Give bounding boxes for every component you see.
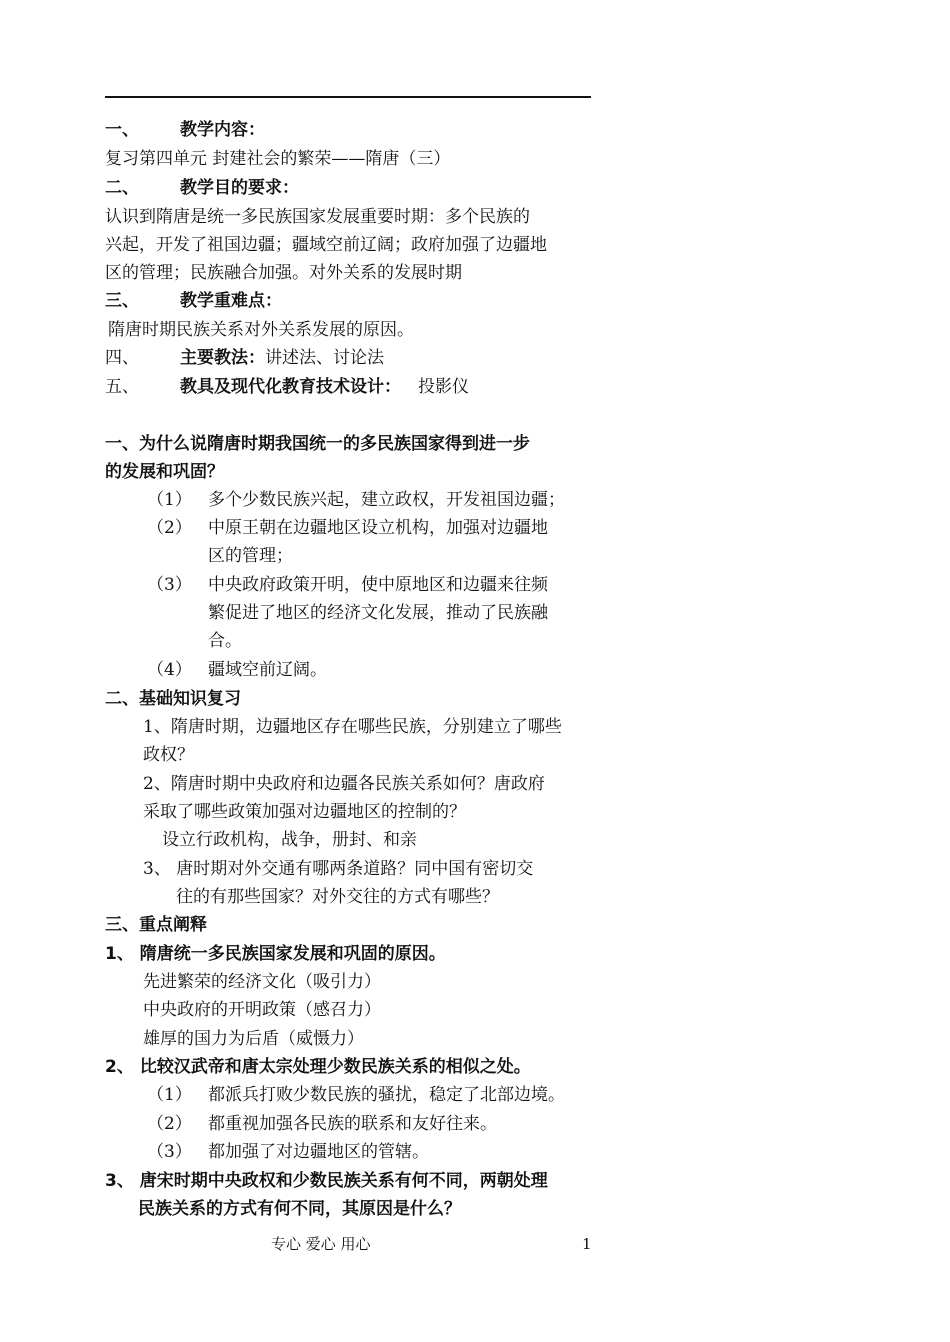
section-4-number: 四、 <box>105 348 139 368</box>
section-3-number: 三、 <box>105 291 139 311</box>
part-2-title: 二、基础知识复习 <box>105 689 241 709</box>
part-1-item-text: 区的管理； <box>208 546 293 566</box>
part-3-point-2-text: 都重视加强各民族的联系和友好往来。 <box>208 1114 497 1134</box>
section-5-label: 教具及现代化教育技术设计： <box>180 377 401 397</box>
section-5-value: 投影仪 <box>418 377 469 397</box>
section-2-text-line: 兴起，开发了祖国边疆；疆域空前辽阔；政府加强了边疆地 <box>105 235 547 255</box>
part-1-item-text: 中央政府政策开明，使中原地区和边疆来往频 <box>208 575 548 595</box>
part-3-point-2-text: 都加强了对边疆地区的管辖。 <box>208 1142 429 1162</box>
section-2-text-line: 认识到隋唐是统一多民族国家发展重要时期：多个民族的 <box>105 207 530 227</box>
part-1-item-number: （3） <box>147 575 192 595</box>
section-1-text: 复习第四单元 封建社会的繁荣——隋唐（三） <box>105 149 451 169</box>
part-1-title-line: 的发展和巩固？ <box>105 462 224 482</box>
section-3-text: 隋唐时期民族关系对外关系发展的原因。 <box>108 320 414 340</box>
part-3-title: 三、重点阐释 <box>105 915 207 935</box>
part-3-point-1-item: 中央政府的开明政策（感召力） <box>143 1000 381 1020</box>
part-3-point-2-number: （3） <box>147 1142 192 1162</box>
part-2-question-line: 采取了哪些政策加强对边疆地区的控制的？ <box>143 802 466 822</box>
section-2-number: 二、 <box>105 178 139 198</box>
part-2-question-line: 政权？ <box>143 745 194 765</box>
part-1-item-number: （1） <box>147 490 192 510</box>
part-1-item-text: 多个少数民族兴起，建立政权，开发祖国边疆； <box>208 490 565 510</box>
footer-motto: 专心 爱心 用心 <box>271 1235 371 1253</box>
part-3-point-2-number: （2） <box>147 1114 192 1134</box>
section-4-label: 主要教法： <box>180 348 265 368</box>
section-2-text-line: 区的管理；民族融合加强。对外关系的发展时期 <box>105 263 462 283</box>
section-2-label: 教学目的要求： <box>180 178 299 198</box>
page-number: 1 <box>582 1235 592 1253</box>
part-2-answer: 设立行政机构，战争，册封、和亲 <box>162 830 417 850</box>
part-3-point-1-item: 先进繁荣的经济文化（吸引力） <box>143 972 381 992</box>
part-3-point-1-item: 雄厚的国力为后盾（威慑力） <box>143 1029 364 1049</box>
part-3-point-1-title: 1、 隋唐统一多民族国家发展和巩固的原因。 <box>105 944 446 964</box>
part-1-item-number: （2） <box>147 518 192 538</box>
part-2-question-line: 1、隋唐时期，边疆地区存在哪些民族，分别建立了哪些 <box>143 717 562 737</box>
part-1-item-number: （4） <box>147 660 192 680</box>
section-1-number: 一、 <box>105 120 139 140</box>
part-3-point-3-title-line: 民族关系的方式有何不同，其原因是什么？ <box>138 1199 461 1219</box>
part-2-question-line: 往的有那些国家？对外交往的方式有哪些？ <box>176 887 499 907</box>
part-2-question-line: 2、隋唐时期中央政府和边疆各民族关系如何？唐政府 <box>143 774 545 794</box>
part-1-item-text: 合。 <box>208 631 242 651</box>
section-1-label: 教学内容： <box>180 120 265 140</box>
header-rule <box>105 96 591 98</box>
part-3-point-2-number: （1） <box>147 1085 192 1105</box>
part-3-point-2-title: 2、 比较汉武帝和唐太宗处理少数民族关系的相似之处。 <box>105 1057 531 1077</box>
section-4-value: 讲述法、讨论法 <box>265 348 384 368</box>
section-3-label: 教学重难点： <box>180 291 282 311</box>
part-2-question-line: 3、 唐时期对外交通有哪两条道路？同中国有密切交 <box>143 859 534 879</box>
section-5-number: 五、 <box>105 377 139 397</box>
part-1-title-line: 一、为什么说隋唐时期我国统一的多民族国家得到进一步 <box>105 434 530 454</box>
part-1-item-text: 繁促进了地区的经济文化发展，推动了民族融 <box>208 603 548 623</box>
part-1-item-text: 中原王朝在边疆地区设立机构，加强对边疆地 <box>208 518 548 538</box>
part-3-point-3-title-line: 3、 唐宋时期中央政权和少数民族关系有何不同，两朝处理 <box>105 1171 548 1191</box>
part-3-point-2-text: 都派兵打败少数民族的骚扰，稳定了北部边境。 <box>208 1085 565 1105</box>
part-1-item-text: 疆域空前辽阔。 <box>208 660 327 680</box>
